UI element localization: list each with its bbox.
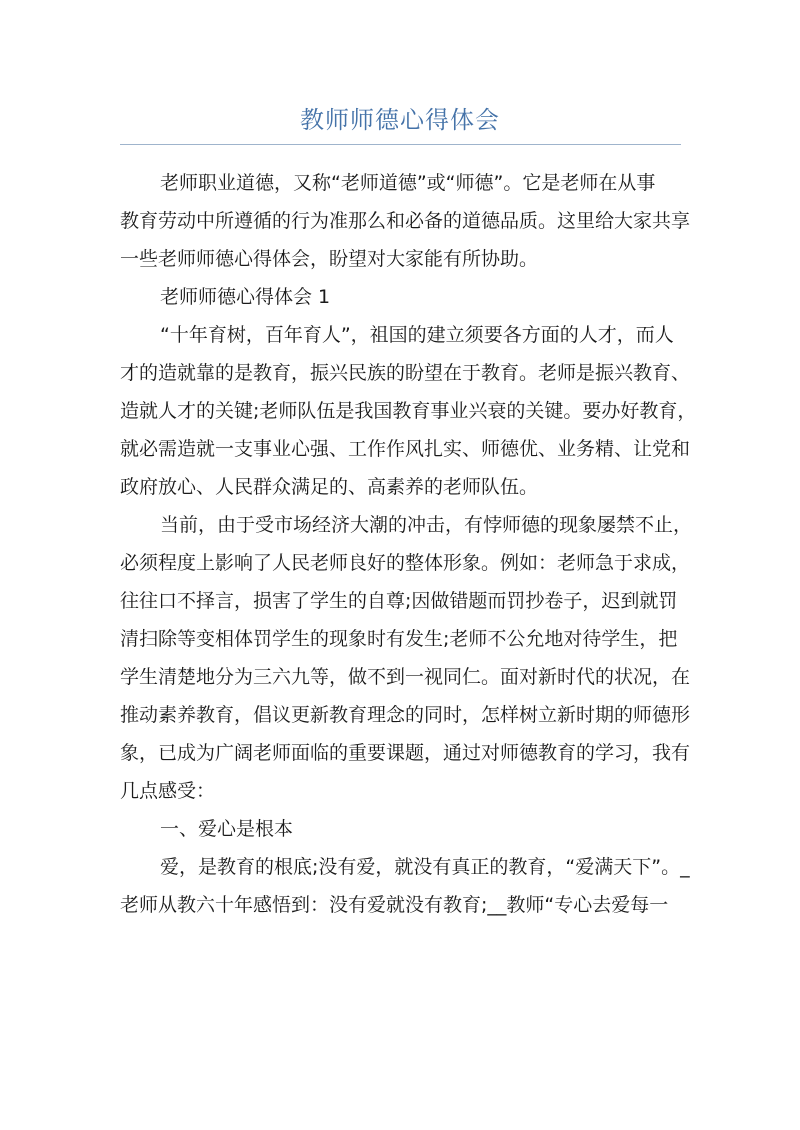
paragraph-line: 往往口不择言，损害了学生的自尊;因做错题而罚抄卷子，迟到就罚: [120, 590, 678, 612]
document-body: [120, 164, 697, 924]
paragraph-line: 当前，由于受市场经济大潮的冲击，有悖师德的现象屡禁不止，: [160, 514, 693, 536]
paragraph-line: 爱，是教育的根底;没有爱，就没有真正的教育，“爱满天下”。_: [160, 856, 690, 878]
paragraph-line: 学生清楚地分为三六九等，做不到一视同仁。面对新时代的状况，在: [120, 666, 691, 688]
paragraph-line: 清扫除等变相体罚学生的现象时有发生;老师不公允地对待学生，把: [120, 628, 678, 650]
paragraph-line: 老师从教六十年感悟到：没有爱就没有教育;__教师“专心去爱每一: [120, 894, 669, 916]
paragraph-line: 必须程度上影响了人民老师良好的整体形象。例如：老师急于求成，: [120, 552, 691, 574]
paragraph-line: 推动素养教育，倡议更新教育理念的同时，怎样树立新时期的师德形: [120, 704, 691, 726]
paragraph-line: 才的造就靠的是教育，振兴民族的盼望在于教育。老师是振兴教育、: [120, 362, 691, 384]
document-title: 教师师德心得体会: [300, 106, 500, 134]
paragraph-line: 造就人才的关键;老师队伍是我国教育事业兴衰的关键。要办好教育，: [120, 400, 697, 422]
paragraph-line: 一些老师师德心得体会，盼望对大家能有所协助。: [120, 248, 539, 270]
paragraph-line: 老师职业道德，又称“老师道德”或“师德”。它是老师在从事: [160, 172, 656, 194]
title-divider: [120, 144, 681, 145]
section-heading: 老师师德心得体会 1: [160, 286, 331, 308]
paragraph-line: 政府放心、人民群众满足的、高素养的老师队伍。: [120, 476, 539, 498]
section-heading: 一、爱心是根本: [160, 818, 294, 840]
paragraph-line: 几点感受：: [120, 780, 216, 802]
paragraph-line: 教育劳动中所遵循的行为准那么和必备的道德品质。这里给大家共享: [120, 210, 691, 232]
paragraph-line: “十年育树，百年育人”，祖国的建立须要各方面的人才，而人: [160, 324, 674, 346]
paragraph-line: 象，已成为广阔老师面临的重要课题，通过对师德教育的学习，我有: [120, 742, 691, 764]
paragraph-line: 就必需造就一支事业心强、工作作风扎实、师德优、业务精、让党和: [120, 438, 691, 460]
